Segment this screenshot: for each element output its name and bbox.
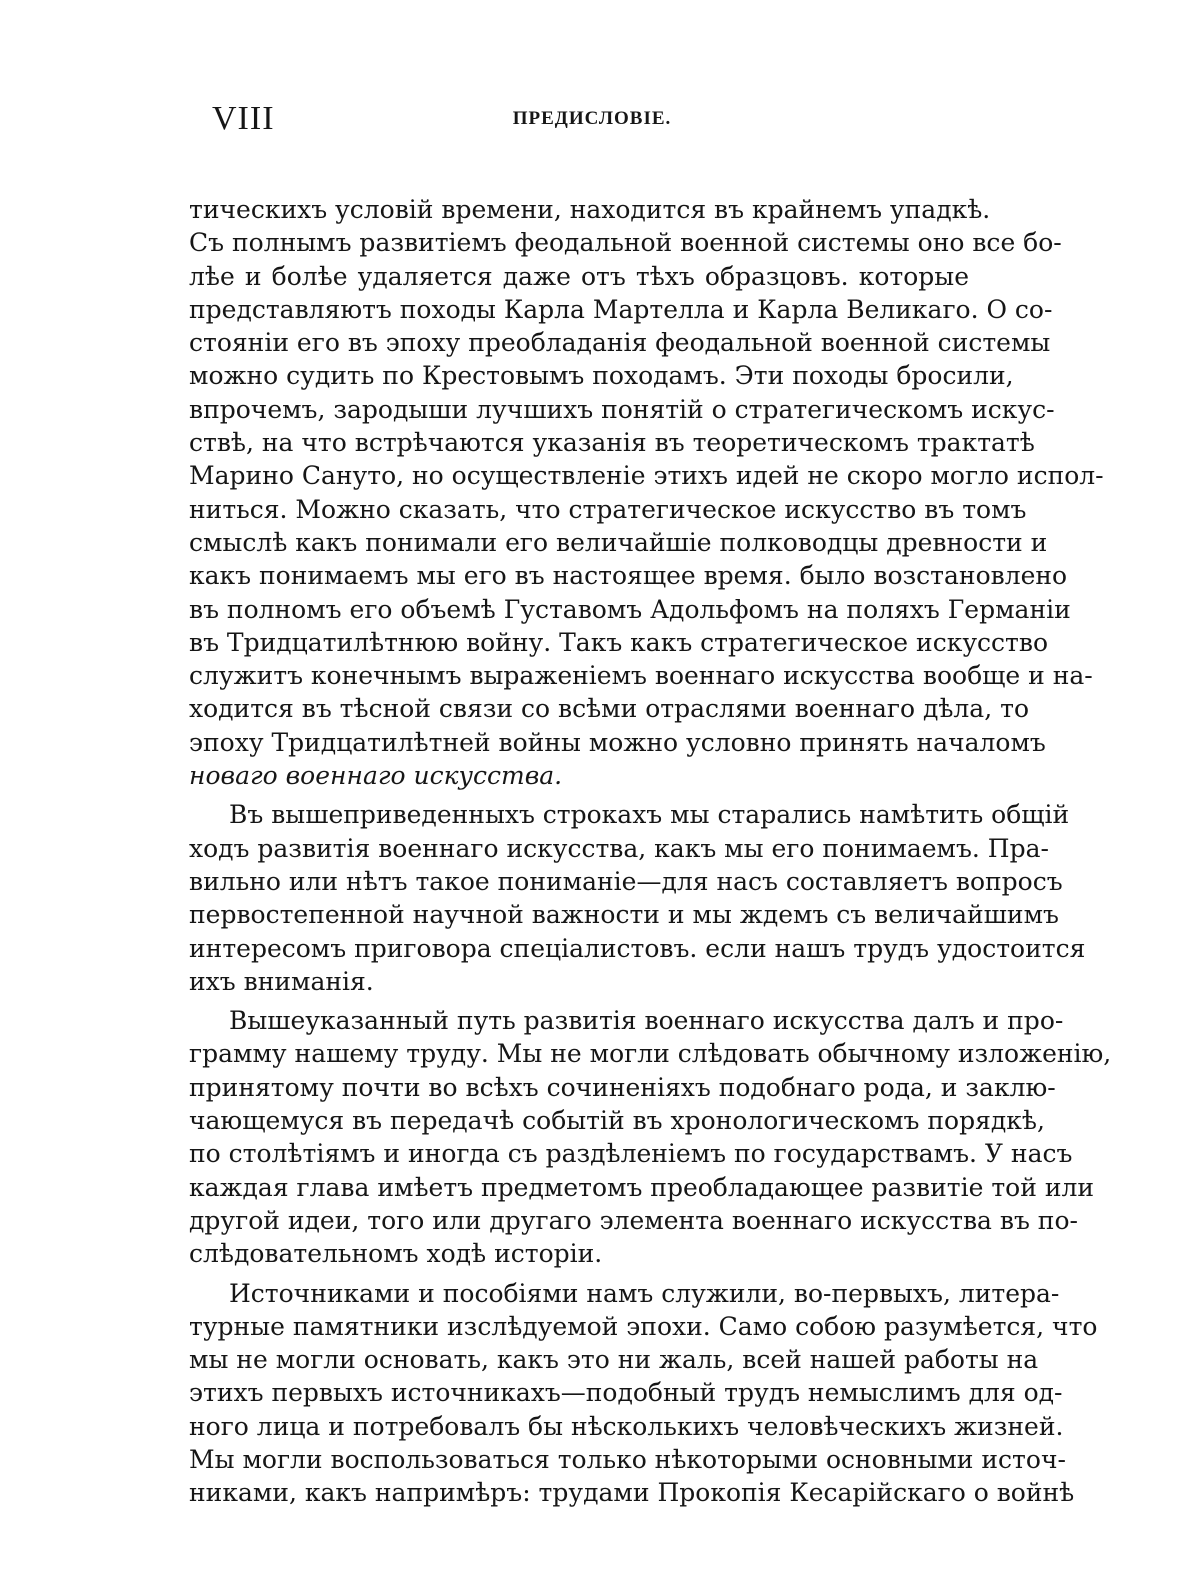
text-line: служитъ конечнымъ выраженіемъ военнаго искусства вообще и на-	[189, 661, 1093, 691]
text-line: ствѣ, на что встрѣчаются указанія въ теоретическомъ трактатѣ	[189, 428, 1035, 458]
text-line: этихъ первыхъ источникахъ—подобный трудъ немыслимъ для од-	[189, 1378, 1063, 1408]
text-line: грамму нашему труду. Мы не могли слѣдовать обычному изложенію,	[189, 1039, 1112, 1069]
text-line: въ полномъ его объемѣ Густавомъ Адольфомъ на поляхъ Германіи	[189, 594, 1071, 624]
text-line: лѣе и болѣе удаляется даже отъ тѣхъ образцовъ. которые	[189, 261, 969, 291]
text-line: эпоху Тридцатилѣтней войны можно условно принять началомъ	[189, 727, 1046, 757]
text-line: ходъ развитія военнаго искусства, какъ мы его понимаемъ. Пра-	[189, 833, 1049, 863]
text-line: вильно или нѣтъ такое пониманіе—для насъ составляетъ вопросъ	[189, 866, 1063, 896]
text-line: турные памятники изслѣдуемой эпохи. Само собою разумѣется, что	[189, 1311, 1098, 1341]
text-line: мы не могли основать, какъ это ни жаль, всей нашей работы на	[189, 1345, 1039, 1375]
text-line: смыслѣ какъ понимали его величайшіе полководцы древности и	[189, 527, 1048, 557]
text-line: Мы могли воспользоваться только нѣкоторыми основными источ-	[189, 1444, 1066, 1474]
text-line: интересомъ приговора спеціалистовъ. если нашъ трудъ удостоится	[189, 933, 1086, 963]
text-line: никами, какъ напримѣръ: трудами Прокопія Кесарійскаго о войнѣ	[189, 1478, 1075, 1508]
text-line: Съ полнымъ развитіемъ феодальной военной системы оно все бо-	[189, 228, 1062, 258]
paragraph-start: Вышеуказанный путь развитія военнаго искусства далъ и про-	[229, 1006, 1064, 1036]
text-line-italic: новаго военнаго искусства.	[189, 761, 563, 791]
text-line: въ Тридцатилѣтнюю войну. Такъ какъ стратегическое искусство	[189, 627, 1049, 657]
text-line: ходится въ тѣсной связи со всѣми отраслями военнаго дѣла, то	[189, 694, 1029, 724]
text-line: принятому почти во всѣхъ сочиненіяхъ подобнаго рода, и заклю-	[189, 1072, 1056, 1102]
text-line: слѣдовательномъ ходѣ исторіи.	[189, 1239, 603, 1269]
text-line: каждая глава имѣетъ предметомъ преобладающее развитіе той или	[189, 1172, 1095, 1202]
text-line: по столѣтіямъ и иногда съ раздѣленіемъ по государствамъ. У насъ	[189, 1139, 1073, 1169]
text-line: ниться. Можно сказать, что стратегическое искусство въ томъ	[189, 494, 1027, 524]
text-line: другой идеи, того или другаго элемента военнаго искусства въ по-	[189, 1205, 1078, 1235]
paragraph-start: Въ вышеприведенныхъ строкахъ мы старались намѣтить общій	[229, 800, 1070, 830]
running-head: ПРЕДИСЛОВІЕ.	[512, 108, 672, 129]
text-line: чающемуся въ передачѣ событій въ хронологическомъ порядкѣ,	[189, 1106, 1045, 1136]
text-line: представляютъ походы Карла Мартелла и Карла Великаго. О со-	[189, 294, 1053, 324]
paragraph-start: Источниками и пособіями намъ служили, во-первыхъ, литера-	[229, 1278, 1060, 1308]
page-number: VIII	[212, 100, 275, 137]
text-line: ихъ вниманія.	[189, 966, 374, 996]
text-line: стояніи его въ эпоху преобладанія феодальной военной системы	[189, 328, 1051, 358]
body-text	[189, 193, 1112, 1510]
text-line: какъ понимаемъ мы его въ настоящее время. было возстановлено	[189, 561, 1068, 591]
text-line: Марино Сануто, но осуществленіе этихъ идей не скоро могло испол-	[189, 461, 1104, 491]
text-line: первостепенной научной важности и мы ждемъ съ величайшимъ	[189, 900, 1059, 930]
text-line: впрочемъ, зародыши лучшихъ понятій о стратегическомъ искус-	[189, 394, 1055, 424]
text-line: можно судить по Крестовымъ походамъ. Эти походы бросили,	[189, 361, 1014, 391]
text-line: ного лица и потребовалъ бы нѣсколькихъ человѣческихъ жизней.	[189, 1411, 1064, 1441]
page-header	[212, 100, 972, 140]
text-line: тическихъ условій времени, находится въ крайнемъ упадкѣ.	[189, 195, 991, 224]
